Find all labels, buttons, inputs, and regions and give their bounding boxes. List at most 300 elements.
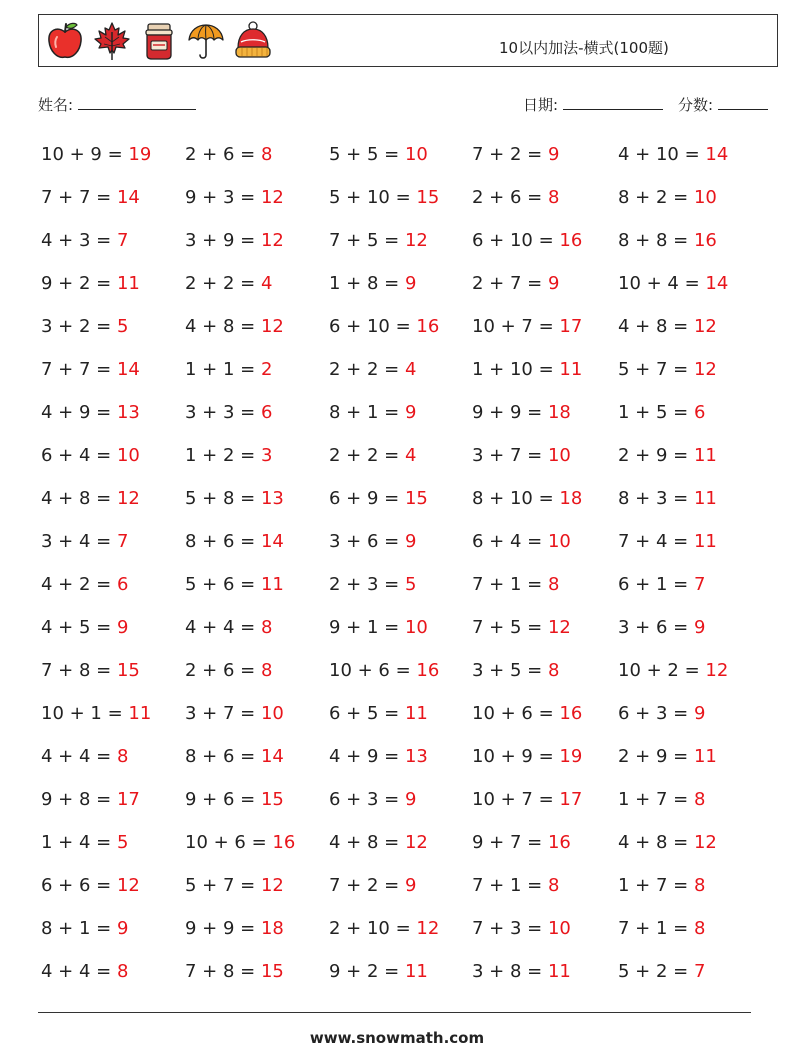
problem-answer: 16	[559, 230, 583, 251]
problem-answer: 8	[260, 660, 273, 681]
problem-item	[185, 230, 284, 251]
problem-question: 4 + 3 =	[41, 230, 117, 251]
problem-question: 5 + 5 =	[329, 144, 405, 165]
problem-item	[329, 703, 428, 724]
problem-question: 1 + 2 =	[185, 445, 261, 466]
problem-item	[618, 359, 717, 380]
problem-item	[472, 359, 582, 380]
problem-item	[41, 746, 128, 767]
problem-question: 8 + 2 =	[618, 187, 694, 208]
problem-item	[329, 273, 416, 294]
problem-item	[618, 875, 705, 896]
problem-question: 4 + 5 =	[41, 617, 117, 638]
problem-answer: 9	[547, 144, 560, 165]
problem-item	[329, 359, 416, 380]
problem-answer: 5	[116, 832, 129, 853]
problem-answer: 9	[404, 273, 417, 294]
problem-question: 2 + 10 =	[329, 918, 417, 939]
problem-question: 3 + 7 =	[472, 445, 548, 466]
date-blank[interactable]	[563, 95, 663, 110]
problem-answer: 10	[547, 445, 571, 466]
problem-question: 1 + 10 =	[472, 359, 560, 380]
problem-item	[618, 789, 705, 810]
problem-item	[41, 918, 128, 939]
problem-answer: 7	[693, 574, 706, 595]
problem-question: 10 + 6 =	[472, 703, 560, 724]
problem-answer: 12	[116, 488, 140, 509]
problem-question: 4 + 4 =	[41, 746, 117, 767]
problem-item	[618, 918, 705, 939]
problem-item	[329, 875, 416, 896]
problem-answer: 2	[260, 359, 273, 380]
problem-question: 10 + 9 =	[472, 746, 560, 767]
problem-item	[185, 574, 284, 595]
problem-answer: 4	[404, 359, 417, 380]
problem-question: 7 + 1 =	[472, 574, 548, 595]
problem-question: 4 + 8 =	[618, 832, 694, 853]
problem-question: 10 + 6 =	[329, 660, 417, 681]
problem-answer: 11	[693, 531, 717, 552]
problem-question: 3 + 2 =	[41, 316, 117, 337]
problem-item	[618, 746, 717, 767]
problem-question: 6 + 4 =	[41, 445, 117, 466]
problem-question: 10 + 4 =	[618, 273, 706, 294]
problem-answer: 6	[260, 402, 273, 423]
umbrella-icon	[186, 20, 226, 62]
problem-question: 6 + 10 =	[472, 230, 560, 251]
problem-answer: 11	[693, 488, 717, 509]
problem-answer: 18	[559, 488, 583, 509]
problem-row	[41, 478, 761, 521]
problem-question: 5 + 7 =	[618, 359, 694, 380]
problem-question: 1 + 1 =	[185, 359, 261, 380]
problem-answer: 10	[260, 703, 284, 724]
site-url: www.snowmath.com	[309, 1029, 485, 1047]
problem-question: 4 + 8 =	[41, 488, 117, 509]
problem-question: 8 + 6 =	[185, 746, 261, 767]
problem-question: 2 + 9 =	[618, 445, 694, 466]
problem-question: 7 + 2 =	[329, 875, 405, 896]
problem-item	[41, 531, 128, 552]
problem-item	[618, 316, 717, 337]
problem-answer: 10	[116, 445, 140, 466]
problem-item	[472, 187, 559, 208]
jam-jar-icon	[139, 20, 179, 62]
problem-answer: 12	[260, 316, 284, 337]
problem-answer: 9	[404, 875, 417, 896]
problem-answer: 14	[705, 273, 729, 294]
problem-item	[41, 789, 140, 810]
problem-question: 7 + 8 =	[41, 660, 117, 681]
problem-question: 7 + 2 =	[472, 144, 548, 165]
problem-item	[41, 961, 128, 982]
problem-question: 10 + 7 =	[472, 316, 560, 337]
problem-row	[41, 951, 761, 994]
problem-answer: 6	[116, 574, 129, 595]
problem-question: 4 + 4 =	[41, 961, 117, 982]
problem-row	[41, 693, 761, 736]
problem-item	[472, 316, 582, 337]
problem-item	[185, 144, 272, 165]
problem-question: 3 + 6 =	[329, 531, 405, 552]
problem-item	[329, 445, 416, 466]
problem-item	[185, 273, 272, 294]
problem-question: 6 + 4 =	[472, 531, 548, 552]
problem-item	[185, 789, 284, 810]
problem-question: 8 + 1 =	[329, 402, 405, 423]
problem-answer: 10	[547, 531, 571, 552]
problem-item	[472, 832, 571, 853]
problem-item	[472, 574, 559, 595]
problem-answer: 9	[404, 531, 417, 552]
problem-question: 10 + 9 =	[41, 144, 129, 165]
problem-row	[41, 263, 761, 306]
problem-item	[329, 961, 428, 982]
problem-answer: 11	[260, 574, 284, 595]
problem-item	[185, 918, 284, 939]
problem-answer: 8	[260, 617, 273, 638]
problem-item	[472, 445, 571, 466]
problem-answer: 16	[547, 832, 571, 853]
problem-item	[41, 445, 140, 466]
problem-item	[618, 832, 717, 853]
problem-item	[329, 230, 428, 251]
problem-row	[41, 865, 761, 908]
problem-item	[618, 273, 728, 294]
problem-row	[41, 306, 761, 349]
problem-item	[329, 832, 428, 853]
problem-question: 7 + 7 =	[41, 187, 117, 208]
problem-question: 4 + 8 =	[329, 832, 405, 853]
problem-answer: 16	[416, 660, 440, 681]
problem-question: 2 + 2 =	[329, 359, 405, 380]
problem-row	[41, 134, 761, 177]
problem-item	[41, 660, 140, 681]
worksheet-title: 10以内加法-横式(100题)	[499, 39, 669, 57]
problem-question: 6 + 5 =	[329, 703, 405, 724]
date-field	[523, 94, 663, 115]
problem-answer: 18	[260, 918, 284, 939]
problem-question: 4 + 8 =	[185, 316, 261, 337]
problem-question: 5 + 7 =	[185, 875, 261, 896]
problem-answer: 12	[693, 832, 717, 853]
problem-answer: 13	[404, 746, 428, 767]
problem-question: 2 + 6 =	[472, 187, 548, 208]
problem-item	[472, 961, 571, 982]
problem-answer: 16	[272, 832, 296, 853]
problem-answer: 12	[705, 660, 729, 681]
problem-item	[185, 875, 284, 896]
problem-question: 10 + 1 =	[41, 703, 129, 724]
problem-row	[41, 177, 761, 220]
problem-answer: 15	[416, 187, 440, 208]
problem-item	[472, 273, 559, 294]
score-blank[interactable]	[718, 95, 768, 110]
problem-question: 7 + 5 =	[472, 617, 548, 638]
problem-answer: 10	[404, 144, 428, 165]
problem-item	[185, 703, 284, 724]
problem-answer: 12	[260, 187, 284, 208]
problem-question: 6 + 10 =	[329, 316, 417, 337]
problem-answer: 9	[116, 617, 129, 638]
problem-question: 8 + 6 =	[185, 531, 261, 552]
problem-answer: 6	[693, 402, 706, 423]
problem-item	[329, 144, 428, 165]
problem-question: 2 + 6 =	[185, 660, 261, 681]
problem-item	[185, 402, 272, 423]
problem-question: 3 + 7 =	[185, 703, 261, 724]
problem-answer: 14	[260, 746, 284, 767]
problem-question: 5 + 6 =	[185, 574, 261, 595]
problem-answer: 12	[116, 875, 140, 896]
problem-answer: 12	[260, 875, 284, 896]
problem-question: 9 + 3 =	[185, 187, 261, 208]
problem-answer: 9	[404, 402, 417, 423]
problem-answer: 13	[260, 488, 284, 509]
problem-answer: 11	[128, 703, 152, 724]
problem-answer: 4	[260, 273, 273, 294]
problem-item	[472, 402, 571, 423]
problem-item	[41, 144, 151, 165]
problem-answer: 4	[404, 445, 417, 466]
problem-item	[618, 144, 728, 165]
problem-question: 6 + 9 =	[329, 488, 405, 509]
problem-item	[41, 402, 140, 423]
problem-answer: 15	[260, 789, 284, 810]
problem-question: 1 + 5 =	[618, 402, 694, 423]
problem-question: 9 + 6 =	[185, 789, 261, 810]
winter-hat-icon	[233, 20, 273, 62]
problem-item	[41, 359, 140, 380]
problem-answer: 7	[693, 961, 706, 982]
problem-question: 2 + 2 =	[185, 273, 261, 294]
problem-question: 3 + 9 =	[185, 230, 261, 251]
problem-item	[185, 660, 272, 681]
score-label: 分数:	[678, 96, 714, 114]
problem-item	[185, 746, 284, 767]
problem-question: 10 + 2 =	[618, 660, 706, 681]
problem-item	[185, 531, 284, 552]
problem-question: 7 + 4 =	[618, 531, 694, 552]
problem-item	[329, 746, 428, 767]
maple-leaf-icon	[92, 20, 132, 62]
problem-answer: 12	[693, 359, 717, 380]
problem-question: 9 + 7 =	[472, 832, 548, 853]
problem-question: 2 + 9 =	[618, 746, 694, 767]
problem-answer: 5	[116, 316, 129, 337]
problem-answer: 8	[547, 660, 560, 681]
problem-question: 3 + 5 =	[472, 660, 548, 681]
problem-answer: 10	[404, 617, 428, 638]
problem-answer: 11	[547, 961, 571, 982]
problem-answer: 17	[559, 316, 583, 337]
problem-item	[41, 488, 140, 509]
problem-item	[329, 187, 439, 208]
problem-item	[472, 230, 582, 251]
problem-row	[41, 349, 761, 392]
problem-item	[185, 316, 284, 337]
problem-answer: 8	[693, 789, 706, 810]
problem-row	[41, 220, 761, 263]
problem-row	[41, 521, 761, 564]
problem-question: 8 + 1 =	[41, 918, 117, 939]
problem-question: 1 + 7 =	[618, 875, 694, 896]
problem-item	[41, 230, 128, 251]
problem-question: 3 + 6 =	[618, 617, 694, 638]
problem-answer: 16	[559, 703, 583, 724]
problem-item	[618, 617, 705, 638]
footer-divider	[38, 1012, 751, 1013]
problem-row	[41, 650, 761, 693]
problem-answer: 18	[547, 402, 571, 423]
problem-row	[41, 607, 761, 650]
problem-answer: 8	[693, 918, 706, 939]
problem-row	[41, 564, 761, 607]
problem-question: 9 + 2 =	[329, 961, 405, 982]
problem-answer: 19	[559, 746, 583, 767]
problem-answer: 16	[693, 230, 717, 251]
problem-answer: 7	[116, 230, 129, 251]
problem-answer: 12	[404, 832, 428, 853]
problem-item	[41, 703, 151, 724]
problem-question: 7 + 8 =	[185, 961, 261, 982]
problem-question: 7 + 1 =	[618, 918, 694, 939]
problem-answer: 8	[547, 187, 560, 208]
problem-row	[41, 736, 761, 779]
problem-answer: 12	[404, 230, 428, 251]
problem-answer: 9	[547, 273, 560, 294]
problem-question: 2 + 2 =	[329, 445, 405, 466]
problem-question: 3 + 8 =	[472, 961, 548, 982]
name-blank[interactable]	[78, 95, 196, 110]
problem-question: 9 + 1 =	[329, 617, 405, 638]
problem-item	[329, 789, 416, 810]
problem-grid	[41, 134, 761, 994]
problem-answer: 14	[260, 531, 284, 552]
problem-item	[185, 832, 295, 853]
problem-item	[472, 789, 582, 810]
problem-question: 9 + 9 =	[472, 402, 548, 423]
problem-question: 3 + 4 =	[41, 531, 117, 552]
problem-answer: 12	[416, 918, 440, 939]
problem-item	[185, 187, 284, 208]
problem-answer: 8	[260, 144, 273, 165]
problem-item	[472, 144, 559, 165]
problem-answer: 11	[693, 445, 717, 466]
problem-item	[329, 488, 428, 509]
problem-item	[185, 617, 272, 638]
problem-answer: 14	[116, 187, 140, 208]
problem-answer: 11	[404, 961, 428, 982]
problem-question: 9 + 9 =	[185, 918, 261, 939]
problem-item	[185, 359, 272, 380]
problem-item	[329, 531, 416, 552]
problem-answer: 14	[116, 359, 140, 380]
problem-answer: 17	[116, 789, 140, 810]
problem-item	[472, 703, 582, 724]
problem-item	[472, 918, 571, 939]
problem-answer: 12	[547, 617, 571, 638]
problem-answer: 10	[693, 187, 717, 208]
problem-answer: 12	[260, 230, 284, 251]
problem-question: 8 + 10 =	[472, 488, 560, 509]
problem-question: 5 + 8 =	[185, 488, 261, 509]
problem-question: 6 + 3 =	[329, 789, 405, 810]
problem-answer: 10	[547, 918, 571, 939]
problem-item	[618, 660, 728, 681]
problem-item	[329, 574, 416, 595]
problem-question: 7 + 3 =	[472, 918, 548, 939]
problem-item	[41, 617, 128, 638]
problem-answer: 13	[116, 402, 140, 423]
name-field	[38, 94, 196, 115]
problem-item	[329, 402, 416, 423]
problem-question: 4 + 4 =	[185, 617, 261, 638]
problem-item	[41, 832, 128, 853]
problem-question: 10 + 6 =	[185, 832, 273, 853]
problem-item	[185, 445, 272, 466]
problem-row	[41, 779, 761, 822]
icon-strip	[45, 19, 273, 63]
problem-item	[329, 316, 439, 337]
problem-question: 4 + 9 =	[329, 746, 405, 767]
problem-answer: 8	[547, 574, 560, 595]
problem-item	[329, 617, 428, 638]
problem-item	[618, 703, 705, 724]
problem-item	[618, 531, 717, 552]
problem-answer: 8	[547, 875, 560, 896]
problem-item	[41, 574, 128, 595]
problem-answer: 15	[260, 961, 284, 982]
problem-item	[329, 660, 439, 681]
apple-icon	[45, 20, 85, 62]
problem-item	[472, 531, 571, 552]
problem-question: 1 + 8 =	[329, 273, 405, 294]
problem-item	[618, 488, 717, 509]
problem-item	[618, 445, 717, 466]
problem-item	[472, 660, 559, 681]
problem-answer: 9	[693, 703, 706, 724]
problem-row	[41, 908, 761, 951]
problem-item	[472, 875, 559, 896]
problem-item	[41, 875, 140, 896]
problem-question: 4 + 2 =	[41, 574, 117, 595]
problem-question: 4 + 10 =	[618, 144, 706, 165]
problem-item	[618, 402, 705, 423]
problem-question: 2 + 6 =	[185, 144, 261, 165]
problem-answer: 5	[404, 574, 417, 595]
problem-answer: 8	[116, 961, 129, 982]
problem-answer: 15	[404, 488, 428, 509]
name-label: 姓名:	[38, 96, 74, 114]
problem-answer: 11	[404, 703, 428, 724]
problem-item	[618, 230, 717, 251]
problem-question: 6 + 3 =	[618, 703, 694, 724]
problem-answer: 9	[116, 918, 129, 939]
problem-question: 4 + 9 =	[41, 402, 117, 423]
problem-item	[618, 187, 717, 208]
problem-question: 7 + 7 =	[41, 359, 117, 380]
problem-question: 7 + 1 =	[472, 875, 548, 896]
problem-question: 8 + 3 =	[618, 488, 694, 509]
problem-question: 7 + 5 =	[329, 230, 405, 251]
problem-answer: 9	[693, 617, 706, 638]
problem-row	[41, 822, 761, 865]
problem-question: 3 + 3 =	[185, 402, 261, 423]
problem-item	[185, 961, 284, 982]
problem-answer: 8	[116, 746, 129, 767]
problem-question: 1 + 7 =	[618, 789, 694, 810]
